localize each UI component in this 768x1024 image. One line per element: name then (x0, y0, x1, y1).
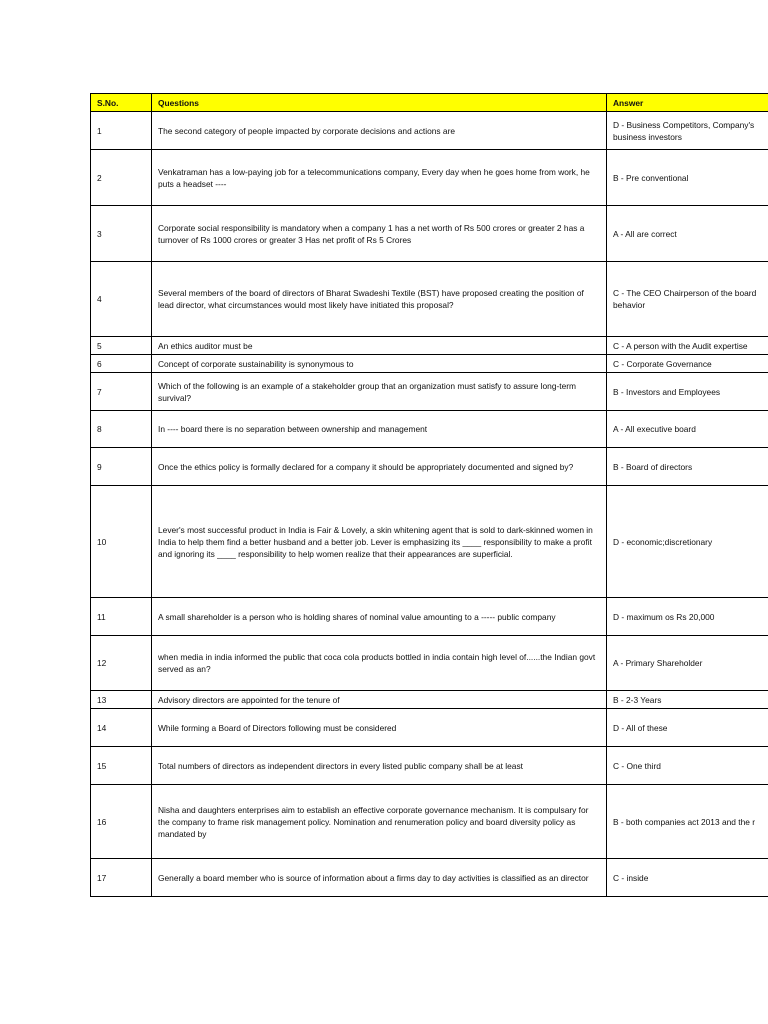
answer-cell: D - economic;discretionary (607, 486, 768, 598)
answer-cell: C - One third (607, 747, 768, 785)
question-cell: Corporate social responsibility is mandatory when a company 1 has a net worth of Rs 500 crores or greater 2 has a turnover of Rs 1000 crores or greater 3 Has net profit of Rs 5 Crores (152, 206, 607, 262)
sno-cell: 2 (91, 150, 152, 206)
qa-table (90, 93, 768, 897)
question-cell: Advisory directors are appointed for the tenure of (152, 691, 607, 709)
header-questions: Questions (152, 94, 607, 112)
question-cell: Once the ethics policy is formally declared for a company it should be appropriately documented and signed by? (152, 448, 607, 486)
answer-cell: B - both companies act 2013 and the r (607, 785, 768, 859)
header-answer: Answer (607, 94, 768, 112)
answer-cell: A - All executive board (607, 411, 768, 448)
question-cell: An ethics auditor must be (152, 337, 607, 355)
answer-cell: B - Investors and Employees (607, 373, 768, 411)
question-cell: when media in india informed the public that coca cola products bottled in india contain high level of......the Indian govt served as an? (152, 636, 607, 691)
sno-cell: 16 (91, 785, 152, 859)
header-sno: S.No. (91, 94, 152, 112)
sno-cell: 5 (91, 337, 152, 355)
table-row (91, 747, 768, 785)
question-cell: In ---- board there is no separation between ownership and management (152, 411, 607, 448)
table-row (91, 448, 768, 486)
sno-cell: 7 (91, 373, 152, 411)
sno-cell: 12 (91, 636, 152, 691)
table-row (91, 262, 768, 337)
table-header-row (91, 94, 768, 112)
sno-cell: 4 (91, 262, 152, 337)
sno-cell: 6 (91, 355, 152, 373)
answer-cell: C - The CEO Chairperson of the board behavior (607, 262, 768, 337)
answer-cell: B - Board of directors (607, 448, 768, 486)
question-cell: While forming a Board of Directors following must be considered (152, 709, 607, 747)
question-cell: Total numbers of directors as independent directors in every listed public company shall be at least (152, 747, 607, 785)
answer-cell: D - maximum os Rs 20,000 (607, 598, 768, 636)
sno-cell: 15 (91, 747, 152, 785)
table-row (91, 598, 768, 636)
question-cell: The second category of people impacted by corporate decisions and actions are (152, 112, 607, 150)
table-row (91, 355, 768, 373)
sno-cell: 14 (91, 709, 152, 747)
question-cell: Lever's most successful product in India is Fair & Lovely, a skin whitening agent that is sold to dark-skinned women in India to help them find a better husband and a better job. Lever is emphasizing its ____ responsibility to make a profit and ignoring its ____ responsibility to help women realize that their appearances are superficial. (152, 486, 607, 598)
sno-cell: 3 (91, 206, 152, 262)
sno-cell: 13 (91, 691, 152, 709)
sno-cell: 8 (91, 411, 152, 448)
answer-cell: D - All of these (607, 709, 768, 747)
table-row (91, 859, 768, 897)
table-row (91, 636, 768, 691)
sno-cell: 11 (91, 598, 152, 636)
question-cell: Nisha and daughters enterprises aim to establish an effective corporate governance mechanism. It is compulsary for the company to frame risk management policy. Nomination and renumeration policy and board diversity policy as mandated by (152, 785, 607, 859)
sno-cell: 17 (91, 859, 152, 897)
question-cell: Several members of the board of directors of Bharat Swadeshi Textile (BST) have proposed creating the position of lead director, what circumstances would most likely have initiated this proposal? (152, 262, 607, 337)
table-row (91, 709, 768, 747)
table-row (91, 411, 768, 448)
answer-cell: D - Business Competitors, Company's business investors (607, 112, 768, 150)
table-row (91, 486, 768, 598)
sno-cell: 1 (91, 112, 152, 150)
table-row (91, 337, 768, 355)
answer-cell: C - Corporate Governance (607, 355, 768, 373)
answer-cell: C - inside (607, 859, 768, 897)
answer-cell: A - Primary Shareholder (607, 636, 768, 691)
sno-cell: 9 (91, 448, 152, 486)
question-cell: A small shareholder is a person who is holding shares of nominal value amounting to a ----- public company (152, 598, 607, 636)
answer-cell: A - All are correct (607, 206, 768, 262)
table-row (91, 206, 768, 262)
table-row (91, 150, 768, 206)
sno-cell: 10 (91, 486, 152, 598)
table-row (91, 691, 768, 709)
answer-cell: C - A person with the Audit expertise (607, 337, 768, 355)
question-cell: Venkatraman has a low-paying job for a telecommunications company, Every day when he goes home from work, he puts a headset ---- (152, 150, 607, 206)
table-row (91, 373, 768, 411)
answer-cell: B - 2-3 Years (607, 691, 768, 709)
table-row (91, 785, 768, 859)
question-cell: Which of the following is an example of a stakeholder group that an organization must satisfy to assure long-term survival? (152, 373, 607, 411)
answer-cell: B - Pre conventional (607, 150, 768, 206)
question-cell: Concept of corporate sustainability is synonymous to (152, 355, 607, 373)
table-row (91, 112, 768, 150)
question-cell: Generally a board member who is source of information about a firms day to day activities is classified as an director (152, 859, 607, 897)
